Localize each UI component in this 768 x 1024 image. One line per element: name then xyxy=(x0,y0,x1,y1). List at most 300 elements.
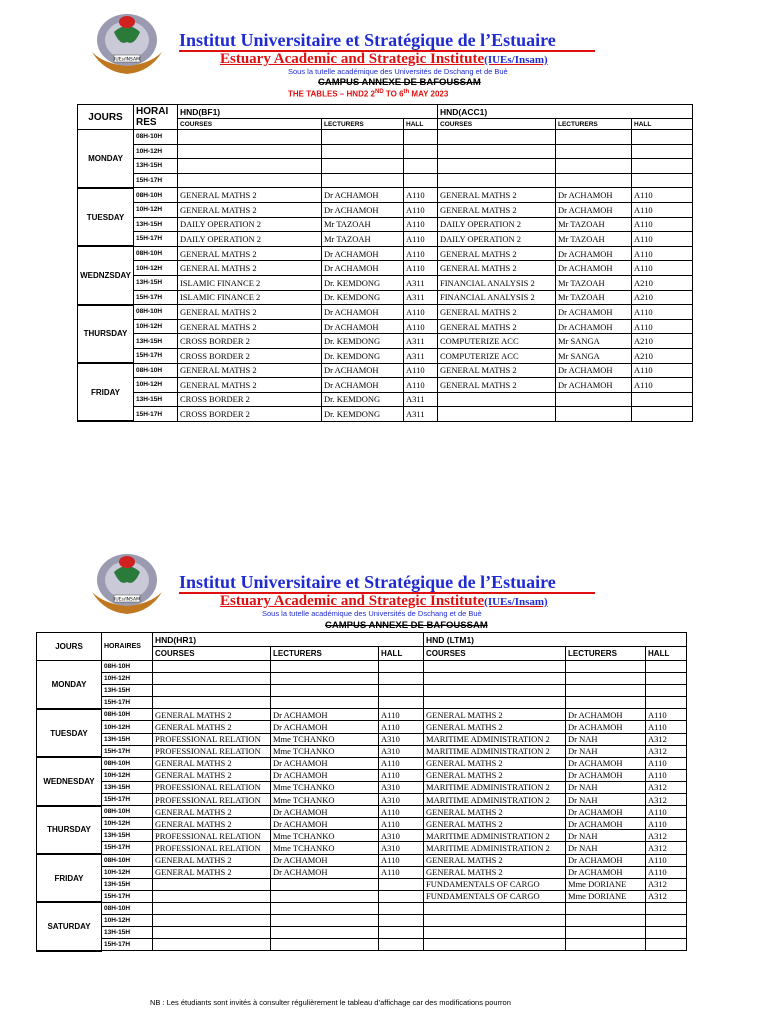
col-jours: JOURS xyxy=(78,105,134,130)
table-row xyxy=(37,878,687,890)
lecturer-cell xyxy=(322,130,404,145)
hall-cell: A310 xyxy=(379,842,424,854)
hall-cell xyxy=(646,697,687,709)
time-slot-cell: 10H-12H xyxy=(134,319,178,334)
hall-cell: A110 xyxy=(632,202,693,217)
lecturer-cell: Mr TAZOAH xyxy=(556,290,632,305)
lecturer-cell: Dr ACHAMOH xyxy=(271,866,379,878)
course-cell: GENERAL MATHS 2 xyxy=(424,757,566,769)
table-row xyxy=(37,939,687,951)
hall-cell: A312 xyxy=(646,842,687,854)
course-cell: MARITIME ADMINISTRATION 2 xyxy=(424,842,566,854)
course-cell: GENERAL MATHS 2 xyxy=(424,721,566,733)
day-cell: FRIDAY xyxy=(78,363,134,421)
course-cell: FUNDAMENTALS OF CARGO xyxy=(424,878,566,890)
lecturer-cell: Dr ACHAMOH xyxy=(322,363,404,378)
time-slot-cell: 13H-15H xyxy=(134,275,178,290)
lecturer-cell xyxy=(556,173,632,188)
hall-cell xyxy=(632,130,693,145)
lecturer-cell: Dr ACHAMOH xyxy=(322,188,404,203)
course-cell: GENERAL MATHS 2 xyxy=(153,866,271,878)
lecturer-cell: Dr. KEMDONG xyxy=(322,275,404,290)
course-cell: GENERAL MATHS 2 xyxy=(178,363,322,378)
table-row xyxy=(37,842,687,854)
lecturer-cell: Dr ACHAMOH xyxy=(271,818,379,830)
course-cell: CROSS BORDER 2 xyxy=(178,348,322,363)
course-cell xyxy=(153,890,271,902)
hall-cell: A210 xyxy=(632,290,693,305)
course-cell: GENERAL MATHS 2 xyxy=(424,806,566,818)
table-row xyxy=(37,830,687,842)
lecturer-cell: Dr ACHAMOH xyxy=(556,319,632,334)
course-cell: FINANCIAL ANALYSIS 2 xyxy=(438,290,556,305)
table-row xyxy=(78,144,693,159)
notice-text: NB : Les étudiants sont invités à consulter régulièrement le tableau d’affichage car des modifications pourron xyxy=(150,998,511,1007)
hall-cell xyxy=(646,914,687,926)
lecturer-cell: Dr ACHAMOH xyxy=(556,378,632,393)
lecturer-cell: Mme TCHANKO xyxy=(271,830,379,842)
lecturer-cell xyxy=(271,661,379,673)
table-row xyxy=(78,130,693,145)
col-lecturers: LECTURERS xyxy=(271,647,379,661)
hall-cell: A110 xyxy=(632,232,693,247)
lecturer-cell: Dr ACHAMOH xyxy=(566,721,646,733)
hall-cell xyxy=(404,144,438,159)
hall-cell: A110 xyxy=(404,261,438,276)
time-slot-cell: 15H-17H xyxy=(102,794,153,806)
time-slot-cell: 08H-10H xyxy=(134,305,178,320)
hall-cell xyxy=(379,939,424,951)
hall-cell: A110 xyxy=(404,232,438,247)
time-slot-cell: 10H-12H xyxy=(102,818,153,830)
table-row xyxy=(78,407,693,422)
course-cell xyxy=(178,173,322,188)
hall-cell: A110 xyxy=(404,305,438,320)
time-slot-cell: 15H-17H xyxy=(102,745,153,757)
time-slot-cell: 15H-17H xyxy=(134,173,178,188)
hall-cell: A110 xyxy=(404,217,438,232)
institute-name-fr: Institut Universitaire et Stratégique de l’Estuaire xyxy=(179,572,556,592)
hall-cell xyxy=(404,159,438,174)
lecturer-cell: Dr ACHAMOH xyxy=(322,246,404,261)
lecturer-cell: Mr TAZOAH xyxy=(556,217,632,232)
course-cell xyxy=(424,685,566,697)
hall-cell: A310 xyxy=(379,733,424,745)
hall-cell: A311 xyxy=(404,392,438,407)
lecturer-cell: Dr ACHAMOH xyxy=(566,769,646,781)
time-slot-cell: 10H-12H xyxy=(134,202,178,217)
lecturer-cell xyxy=(566,685,646,697)
hall-cell: A312 xyxy=(646,794,687,806)
time-slot-cell: 13H-15H xyxy=(102,781,153,793)
course-cell: COMPUTERIZE ACC xyxy=(438,334,556,349)
table-row xyxy=(78,392,693,407)
hall-cell: A110 xyxy=(404,246,438,261)
hall-cell xyxy=(379,661,424,673)
hall-cell xyxy=(404,173,438,188)
course-cell: GENERAL MATHS 2 xyxy=(424,769,566,781)
course-cell: GENERAL MATHS 2 xyxy=(438,202,556,217)
table-row xyxy=(37,781,687,793)
time-slot-cell: 15H-17H xyxy=(134,348,178,363)
course-cell xyxy=(424,661,566,673)
lecturer-cell: Mme TCHANKO xyxy=(271,733,379,745)
lecturer-cell: Dr ACHAMOH xyxy=(566,854,646,866)
hall-cell: A311 xyxy=(404,290,438,305)
hall-cell: A110 xyxy=(632,217,693,232)
time-slot-cell: 15H-17H xyxy=(102,697,153,709)
lecturer-cell: Dr ACHAMOH xyxy=(271,709,379,721)
hall-cell: A110 xyxy=(632,363,693,378)
hall-cell xyxy=(379,927,424,939)
hall-cell: A310 xyxy=(379,781,424,793)
timetable-hr1-ltm1 xyxy=(36,632,687,952)
lecturer-cell: Dr NAH xyxy=(566,745,646,757)
hall-cell: A110 xyxy=(632,305,693,320)
hall-cell: A110 xyxy=(646,866,687,878)
lecturer-cell: Dr ACHAMOH xyxy=(566,866,646,878)
hall-cell xyxy=(632,407,693,422)
time-slot-cell: 08H-10H xyxy=(102,757,153,769)
hall-cell: A311 xyxy=(404,407,438,422)
course-cell xyxy=(438,173,556,188)
hall-cell: A110 xyxy=(404,378,438,393)
lecturer-cell xyxy=(322,173,404,188)
lecturer-cell xyxy=(556,159,632,174)
hall-cell: A312 xyxy=(646,878,687,890)
time-slot-cell: 15H-17H xyxy=(102,890,153,902)
course-cell: ISLAMIC FINANCE 2 xyxy=(178,275,322,290)
hall-cell: A110 xyxy=(379,757,424,769)
hall-cell xyxy=(646,902,687,914)
course-cell: GENERAL MATHS 2 xyxy=(178,246,322,261)
institute-logo xyxy=(84,12,170,80)
hall-cell: A110 xyxy=(404,319,438,334)
lecturer-cell: Mr TAZOAH xyxy=(322,232,404,247)
time-slot-cell: 08H-10H xyxy=(102,661,153,673)
col-horaires: HORAIRES xyxy=(102,633,153,661)
table-row xyxy=(37,661,687,673)
day-cell: FRIDAY xyxy=(37,854,102,902)
hall-cell xyxy=(379,890,424,902)
col-courses: COURSES xyxy=(424,647,566,661)
course-cell xyxy=(153,939,271,951)
course-cell xyxy=(153,685,271,697)
table-row xyxy=(37,733,687,745)
table-row xyxy=(37,818,687,830)
lecturer-cell: Mr TAZOAH xyxy=(556,275,632,290)
course-cell: PROFESSIONAL RELATION xyxy=(153,794,271,806)
hall-cell: A312 xyxy=(646,781,687,793)
course-cell xyxy=(438,130,556,145)
hall-cell: A110 xyxy=(646,757,687,769)
course-cell: GENERAL MATHS 2 xyxy=(153,769,271,781)
lecturer-cell: Dr NAH xyxy=(566,794,646,806)
hall-cell: A110 xyxy=(379,818,424,830)
table-row xyxy=(37,902,687,914)
time-slot-cell: 13H-15H xyxy=(102,733,153,745)
col-courses: COURSES xyxy=(178,119,322,130)
time-slot-cell: 13H-15H xyxy=(134,334,178,349)
lecturer-cell: Dr. KEMDONG xyxy=(322,392,404,407)
tutelle-text: Sous la tutelle académique des Universités de Dschang et de Buè xyxy=(262,609,482,618)
course-cell xyxy=(153,914,271,926)
lecturer-cell: Dr ACHAMOH xyxy=(322,378,404,393)
col-jours: JOURS xyxy=(37,633,102,661)
course-cell: GENERAL MATHS 2 xyxy=(178,261,322,276)
hall-cell: A110 xyxy=(632,246,693,261)
table-row xyxy=(37,697,687,709)
hall-cell xyxy=(632,173,693,188)
hall-cell: A210 xyxy=(632,334,693,349)
lecturer-cell: Dr ACHAMOH xyxy=(566,806,646,818)
table-row xyxy=(78,188,693,203)
table-row xyxy=(78,202,693,217)
hall-cell: A110 xyxy=(632,188,693,203)
lecturer-cell: Dr ACHAMOH xyxy=(556,261,632,276)
hall-cell: A110 xyxy=(646,721,687,733)
time-slot-cell: 08H-10H xyxy=(102,806,153,818)
hall-cell: A110 xyxy=(379,866,424,878)
group-hnd-hr1: HND(HR1) xyxy=(153,633,424,647)
hall-cell: A110 xyxy=(379,769,424,781)
lecturer-cell xyxy=(271,927,379,939)
course-cell: GENERAL MATHS 2 xyxy=(153,806,271,818)
lecturer-cell: Dr. KEMDONG xyxy=(322,290,404,305)
lecturer-cell: Mme TCHANKO xyxy=(271,842,379,854)
lecturer-cell: Dr. KEMDONG xyxy=(322,348,404,363)
course-cell: GENERAL MATHS 2 xyxy=(178,188,322,203)
course-cell: PROFESSIONAL RELATION xyxy=(153,830,271,842)
campus-name: CAMPUS ANNEXE DE BAFOUSSAM xyxy=(325,620,488,631)
course-cell: GENERAL MATHS 2 xyxy=(178,378,322,393)
table-row xyxy=(37,757,687,769)
day-cell: MONDAY xyxy=(37,661,102,709)
course-cell xyxy=(153,697,271,709)
table-row xyxy=(37,854,687,866)
lecturer-cell: Dr ACHAMOH xyxy=(271,769,379,781)
table-row xyxy=(37,890,687,902)
group-hnd-bf1: HND(BF1) xyxy=(178,105,438,119)
lecturer-cell: Mr TAZOAH xyxy=(556,232,632,247)
course-cell: MARITIME ADMINISTRATION 2 xyxy=(424,794,566,806)
course-cell: MARITIME ADMINISTRATION 2 xyxy=(424,733,566,745)
hall-cell: A312 xyxy=(646,733,687,745)
hall-cell: A310 xyxy=(379,745,424,757)
course-cell: GENERAL MATHS 2 xyxy=(438,305,556,320)
table-row xyxy=(37,914,687,926)
table-row xyxy=(78,378,693,393)
lecturer-cell xyxy=(566,939,646,951)
lecturer-cell: Dr ACHAMOH xyxy=(566,818,646,830)
lecturer-cell xyxy=(556,130,632,145)
hall-cell: A311 xyxy=(404,275,438,290)
lecturer-cell: Mme TCHANKO xyxy=(271,781,379,793)
course-cell: GENERAL MATHS 2 xyxy=(153,721,271,733)
col-hall: HALL xyxy=(646,647,687,661)
lecturer-cell xyxy=(566,927,646,939)
course-cell: GENERAL MATHS 2 xyxy=(438,319,556,334)
course-cell: GENERAL MATHS 2 xyxy=(153,854,271,866)
lecturer-cell: Dr NAH xyxy=(566,842,646,854)
course-cell: CROSS BORDER 2 xyxy=(178,407,322,422)
course-cell: GENERAL MATHS 2 xyxy=(438,363,556,378)
course-cell: PROFESSIONAL RELATION xyxy=(153,733,271,745)
hall-cell xyxy=(646,661,687,673)
hall-cell: A110 xyxy=(646,709,687,721)
course-cell: ISLAMIC FINANCE 2 xyxy=(178,290,322,305)
table-row xyxy=(37,721,687,733)
course-cell: DAILY OPERATION 2 xyxy=(178,232,322,247)
hall-cell: A110 xyxy=(646,769,687,781)
time-slot-cell: 15H-17H xyxy=(134,232,178,247)
time-slot-cell: 10H-12H xyxy=(102,769,153,781)
course-cell: DAILY OPERATION 2 xyxy=(438,232,556,247)
hall-cell: A110 xyxy=(646,854,687,866)
lecturer-cell xyxy=(566,661,646,673)
lecturer-cell xyxy=(271,939,379,951)
time-slot-cell: 13H-15H xyxy=(102,685,153,697)
table-row xyxy=(78,246,693,261)
course-cell xyxy=(424,902,566,914)
group-hnd-ltm1: HND (LTM1) xyxy=(424,633,687,647)
timetable-body xyxy=(78,130,693,422)
table-row xyxy=(78,173,693,188)
lecturer-cell: Dr ACHAMOH xyxy=(322,261,404,276)
course-cell: PROFESSIONAL RELATION xyxy=(153,745,271,757)
day-cell: MONDAY xyxy=(78,130,134,188)
col-horaires: HORAI RES xyxy=(134,105,178,130)
hall-cell xyxy=(379,697,424,709)
hall-cell: A210 xyxy=(632,275,693,290)
time-slot-cell: 08H-10H xyxy=(102,902,153,914)
hall-cell: A210 xyxy=(632,348,693,363)
time-slot-cell: 15H-17H xyxy=(134,290,178,305)
lecturer-cell xyxy=(556,144,632,159)
time-slot-cell: 08H-10H xyxy=(102,854,153,866)
lecturer-cell xyxy=(322,159,404,174)
course-cell: FINANCIAL ANALYSIS 2 xyxy=(438,275,556,290)
lecturer-cell: Mme DORIANE xyxy=(566,878,646,890)
hall-cell: A312 xyxy=(646,890,687,902)
lecturer-cell: Dr ACHAMOH xyxy=(271,854,379,866)
hall-cell xyxy=(379,673,424,685)
day-cell: WEDNZSDAY xyxy=(78,246,134,304)
course-cell xyxy=(153,927,271,939)
table-row xyxy=(78,217,693,232)
table-row xyxy=(37,927,687,939)
course-cell xyxy=(424,939,566,951)
col-lecturers: LECTURERS xyxy=(566,647,646,661)
col-lecturers: LECTURERS xyxy=(556,119,632,130)
lecturer-cell: Dr ACHAMOH xyxy=(271,757,379,769)
time-slot-cell: 10H-12H xyxy=(102,721,153,733)
lecturer-cell: Dr ACHAMOH xyxy=(322,319,404,334)
course-cell xyxy=(153,661,271,673)
lecturer-cell: Mme TCHANKO xyxy=(271,794,379,806)
timetable-hnd2 xyxy=(77,104,693,422)
course-cell: COMPUTERIZE ACC xyxy=(438,348,556,363)
lecturer-cell xyxy=(271,697,379,709)
hall-cell xyxy=(379,685,424,697)
hall-cell xyxy=(646,685,687,697)
lecturer-cell: Dr NAH xyxy=(566,781,646,793)
hall-cell: A110 xyxy=(404,363,438,378)
day-cell: SATURDAY xyxy=(37,902,102,950)
course-cell: GENERAL MATHS 2 xyxy=(438,188,556,203)
course-cell: GENERAL MATHS 2 xyxy=(424,866,566,878)
hall-cell: A110 xyxy=(404,188,438,203)
time-slot-cell: 10H-12H xyxy=(134,261,178,276)
hall-cell xyxy=(632,159,693,174)
lecturer-cell xyxy=(566,902,646,914)
table-row xyxy=(37,673,687,685)
hall-cell: A311 xyxy=(404,334,438,349)
time-slot-cell: 13H-15H xyxy=(102,830,153,842)
course-cell: PROFESSIONAL RELATION xyxy=(153,842,271,854)
institute-logo xyxy=(84,552,170,620)
hall-cell xyxy=(379,878,424,890)
hall-cell: A110 xyxy=(632,261,693,276)
table-row xyxy=(78,275,693,290)
course-cell: GENERAL MATHS 2 xyxy=(424,854,566,866)
lecturer-cell xyxy=(556,407,632,422)
table-row xyxy=(78,363,693,378)
time-slot-cell: 13H-15H xyxy=(102,878,153,890)
hall-cell: A110 xyxy=(404,202,438,217)
institute-name-en: Estuary Academic and Strategic Institute(IUEs/Insam) xyxy=(220,593,548,609)
lecturer-cell: Dr. KEMDONG xyxy=(322,334,404,349)
lecturer-cell: Dr ACHAMOH xyxy=(556,202,632,217)
course-cell xyxy=(438,159,556,174)
col-hall: HALL xyxy=(632,119,693,130)
day-cell: TUESDAY xyxy=(78,188,134,246)
group-hnd-acc1: HND(ACC1) xyxy=(438,105,693,119)
table-row xyxy=(37,769,687,781)
table-row xyxy=(37,806,687,818)
course-cell: FUNDAMENTALS OF CARGO xyxy=(424,890,566,902)
table-row xyxy=(78,305,693,320)
col-courses: COURSES xyxy=(153,647,271,661)
table-row xyxy=(37,866,687,878)
course-cell: GENERAL MATHS 2 xyxy=(153,818,271,830)
hall-cell xyxy=(632,392,693,407)
lecturer-cell: Mr TAZOAH xyxy=(322,217,404,232)
course-cell: GENERAL MATHS 2 xyxy=(424,818,566,830)
col-lecturers: LECTURERS xyxy=(322,119,404,130)
hall-cell xyxy=(379,902,424,914)
lecturer-cell xyxy=(271,878,379,890)
hall-cell: A311 xyxy=(404,348,438,363)
course-cell: GENERAL MATHS 2 xyxy=(178,202,322,217)
svg-text:IUEs/INSAM: IUEs/INSAM xyxy=(114,57,140,63)
course-cell: GENERAL MATHS 2 xyxy=(438,261,556,276)
hall-cell xyxy=(646,673,687,685)
course-cell: MARITIME ADMINISTRATION 2 xyxy=(424,781,566,793)
lecturer-cell xyxy=(322,144,404,159)
table-row xyxy=(78,159,693,174)
course-cell: DAILY OPERATION 2 xyxy=(438,217,556,232)
lecturer-cell: Mr SANGA xyxy=(556,334,632,349)
lecturer-cell xyxy=(566,914,646,926)
time-slot-cell: 13H-15H xyxy=(134,392,178,407)
table-row xyxy=(78,232,693,247)
course-cell: DAILY OPERATION 2 xyxy=(178,217,322,232)
table-row xyxy=(37,745,687,757)
time-slot-cell: 08H-10H xyxy=(102,709,153,721)
course-cell: GENERAL MATHS 2 xyxy=(178,305,322,320)
hall-cell: A310 xyxy=(379,794,424,806)
